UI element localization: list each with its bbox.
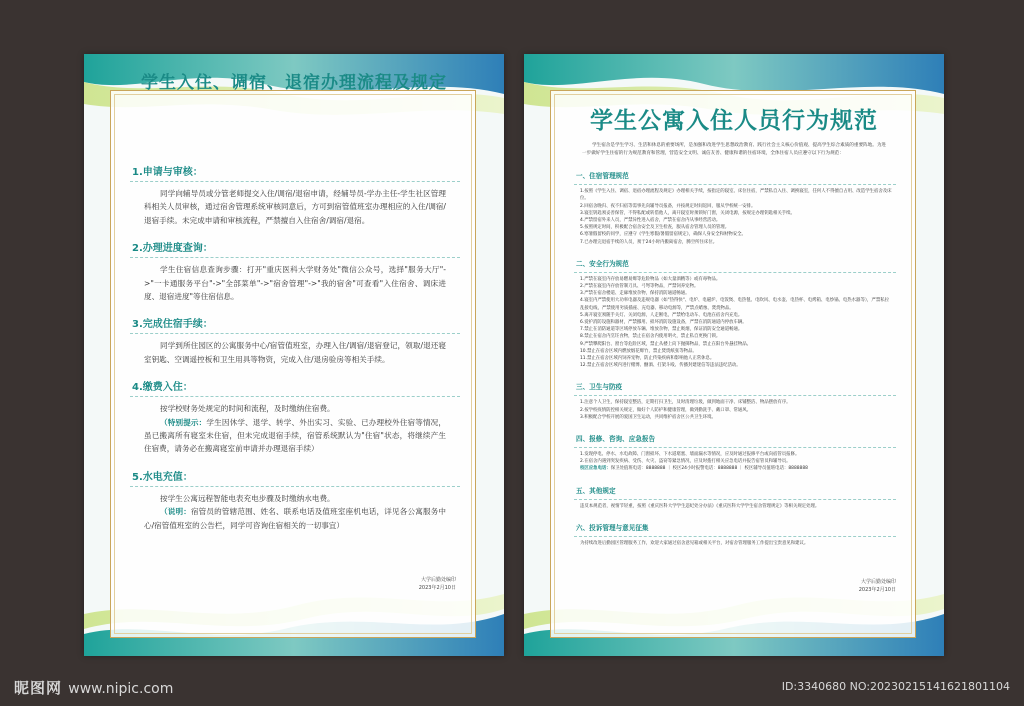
right-s2-item: 3.严禁在宿舍楼道、走廊堆放杂物，保持消防通道畅通。 [580,291,690,297]
right-s1-item: 3.寝室钥匙须妥善保管，不得私配或转借他人，离开寝室时须锁好门窗，关闭电源，按规定办理钥匙相关手续。 [580,210,795,216]
left-section-4 [130,375,460,456]
right-s2-item: 10.禁止在宿舍区域内燃放烟花爆竹，禁止焚烧纸张等物品。 [580,348,697,354]
left-section-5-note-label: （说明： [160,507,191,517]
right-intro: 学生宿舍是学生学习、生活和休息的重要场所，是加强和改进学生思想政治教育、践行社会主义核心价值观、提高学生综合素质的重要阵地。为进一步做好学生住宿的行为规范教育和管理，营造安全文明、诚信友善、健康和谐的住宿环境，全体住宿人员应遵守以下行为规范： [582,143,887,156]
right-section-5 [574,478,896,510]
left-section-2-text: 学生住宿信息查询步骤：打开"重庆医科大学财务处"微信公众号，选择"服务大厅"->"一卡通服务平台"->"全部菜单"->"宿舍管理"->"我的宿舍"可查看"入住宿舍、调床进度、退宿进度"等住宿信息。 [144,265,446,302]
right-s1-item: 1.按照《学生入住、调宿、退宿办理流程及规定》办理相关手续，按指定的寝室、床位住宿，严禁私自入住、调换寝室，任何人不得擅自占用、改造学生宿舍及床位。 [580,189,892,202]
right-s2-item: 4.寝室内严禁使用大功率电器及违规电器（如"热得快"、电炉、电磁炉、电饭煲、电热毯、电吹风、电水壶、电热杯、电烤箱、电炒锅、电热水器等），严禁私拉乱接电线，严禁使用劣质插座、充电器、移动电源等，严禁点蜡烛、焚烧物品。 [580,298,889,311]
right-section-4-title: 四、报修、咨询、应急报告 [576,435,656,444]
left-section-5-text: 按学生公寓远程智能电表充电步骤及时缴纳水电费。 [160,493,335,503]
right-section-1-title: 一、住宿管理规范 [576,172,629,181]
left-poster-content [130,160,460,630]
left-section-2-title: 2.办理进度查询： [132,243,213,255]
left-section-5 [130,465,460,532]
left-section-5-title: 5.水电充值： [132,471,193,483]
right-s3-item: 3.积极配合学校开展的爱国卫生运动，共同维护宿舍区公共卫生环境。 [580,414,716,420]
right-s4-item: 2.在宿舍内遇到突发疾病、受伤、火灾、盗窃等紧急情况，应及时拨打相关应急电话并报告宿管员和辅导员。 [580,459,791,465]
right-hotline-text: 保卫处值班电话：8888888 ｜ 校区24小时报警电话：8888888 ｜ 校区辅导员值班电话：8888888 [610,466,808,472]
right-section-4 [574,426,896,473]
left-section-3 [130,312,460,366]
right-s1-item: 4.严禁留宿外来人员，严禁异性进入宿舍，严禁在宿舍内从事经营活动。 [580,218,721,223]
left-section-5-note: 宿管员的管辖范围、姓名、联系电话及值班室座机电话，详见各公寓服务中心/宿管值班室的公告栏，同学可咨询住宿相关的一切事宜） [144,507,446,530]
left-poster-title: 学生入住、调宿、退宿办理流程及规定 [141,73,447,93]
left-section-2 [130,236,460,303]
right-s2-item: 7.禁止在消防通道等区域停放车辆、堆放杂物，禁止吸烟，保证消防安全通道畅通。 [580,327,743,333]
right-section-6-title: 六、投诉管理与意见征集 [576,523,649,532]
right-section-3 [574,374,896,421]
right-section-3-title: 三、卫生与防疫 [576,383,623,392]
right-s1-item: 2.回宿舍晚归、夜不归宿等需事先向辅导员报备，并按规定时间返回，服从学校统一安排。 [580,203,756,209]
left-section-4-note: 学生因休学、退学、转学、外出实习、实验、已办理校外住宿等情况，虽已搬离所有寝室未住宿，但未完成退宿手续，宿管系统默认为"住宿"状态，将继续产生住宿费，请务必在搬离寝室前申请并办理退宿手续） [144,417,447,454]
right-s2-item: 1.严禁在寝室内存放易燃易爆等危险物品（如大量酒精等）或有毒物品。 [580,276,721,282]
right-section-6 [574,515,896,547]
left-section-3-title: 3.完成住宿手续： [132,319,213,331]
right-s3-item: 1.注意个人卫生，保持寝室整洁，定期打扫卫生，及时清理垃圾，做到地面干净、床铺整洁、物品摆放有序。 [580,400,791,406]
right-s2-item: 12.禁止在宿舍区域内进行赌博、酗酒、打架斗殴、传播封建迷信等违法违纪活动。 [580,363,741,369]
right-poster-title: 学生公寓入住人员行为规范 [590,108,878,134]
left-section-4-note-label: （特别提示： [160,417,207,427]
right-hotline-label: 校区应急电话： [580,466,611,472]
right-s1-item: 5.按照规定时间，积极配合宿舍安全及卫生检查，服从宿舍管理人员的管理。 [580,225,730,231]
left-section-4-title: 4.缴费入住： [132,382,193,394]
right-s5-item: 违反本规范者，视情节轻重，按照《重庆医科大学学生违纪处分办法》《重庆医科大学学生宿舍管理规定》等相关规定处理。 [580,503,820,509]
right-s2-item: 11.禁止在宿舍区域内饲养宠物，防止传染疾病和影响他人正常休息。 [580,356,715,362]
right-s1-item: 7.已办理完退宿手续的人员，须于24小时内搬离宿舍，腾空所住床位。 [580,239,718,245]
watermark-url: www.nipic.com [68,681,174,697]
right-s6-item: 为持续改进后勤园区管理服务工作，欢迎大家通过宿舍意见箱或相关平台，对宿舍管理服务工作提出宝贵意见和建议。 [580,540,809,546]
watermark-logo-text: 昵图网 [14,679,63,697]
right-s2-item: 8.禁止在宿舍内烹饪食物，禁止在宿舍内使用明火，禁止私自更换门锁。 [580,334,721,340]
right-s4-item: 1.发现停电、停水、水电故障、门窗损坏、下水道堵塞、墙面漏水等情况，应及时通过报修平台或向宿管员报修。 [580,452,800,458]
right-signature [574,578,896,594]
right-section-1 [574,163,896,246]
right-s2-item: 5.离开寝室须随手关灯、关闭电源，人走断电，严禁给电动车、电池在宿舍内充电。 [580,312,743,318]
left-sign-date: 2023年2月10日 [418,585,456,591]
right-sign-org: 大学后勤处编印 [860,579,896,585]
left-signature [130,576,456,592]
right-s2-item: 6.爱护消防设施和器材，严禁挪用、损坏消防设施设备，严禁在消防通道内停放车辆。 [580,320,747,326]
right-s2-item: 9.严禁攀爬阳台、窗台等危险区域，禁止从楼上向下抛掷物品，禁止在阳台外悬挂物品。 [580,341,752,347]
right-s2-item: 2.严禁在寝室内存放管制刀具、弓弩等物品，严禁饲养宠物。 [580,284,699,290]
left-section-4-text: 按学校财务处规定的时间和流程，及时缴纳住宿费。 [160,404,335,414]
right-section-2 [574,251,896,370]
watermark-logo [14,677,173,698]
right-poster-content [574,142,896,578]
left-section-3-text: 同学到所住园区的公寓服务中心/宿管值班室，办理入住/调宿/退宿登记，领取/退还寝室钥匙、空调遥控板和卫生用具等物资，完成入住/退房验房等相关手续。 [144,341,446,364]
right-section-5-title: 五、其他规定 [576,486,616,495]
right-s1-item: 6.寒暑假留校的同学，应遵守《学生寒假/暑假留宿规定》，确保人身安全和财物安全。 [580,232,746,238]
right-sign-date: 2023年2月10日 [858,587,896,593]
left-section-1 [130,160,460,227]
watermark-id: ID:3340680 NO:20230215141621801104 [781,680,1010,693]
left-sign-org: 大学后勤处编印 [420,577,456,583]
left-section-1-title: 1.申请与审核： [132,167,203,178]
right-section-2-title: 二、安全行为规范 [576,259,629,268]
right-s3-item: 2.按学校疫情防控相关规定，做好个人防护和健康管理，做到勤洗手、戴口罩、常通风。 [580,407,752,413]
left-section-1-text: 同学向辅导员或分管老师提交入住/调宿/退宿申请，经辅导员-学办主任-学生社区管理科相关人员审核，通过宿舍管理系统审核同意后，方可到宿管值班室办理相应的入住/调宿/退宿手续。未完成申请和审核流程，严禁擅自入住宿舍/调宿/退宿。 [144,189,446,225]
